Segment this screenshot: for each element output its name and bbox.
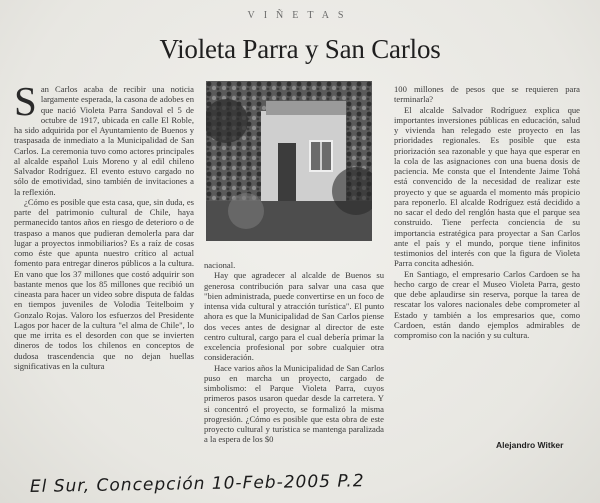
house-photo-image xyxy=(206,81,372,241)
drop-cap: S xyxy=(14,78,37,124)
handwritten-source-note xyxy=(30,468,570,502)
paragraph-lead xyxy=(14,78,194,197)
paragraph: Hace varios años la Municipalidad de San Carlos puso en marcha un proyecto, cargado de simbolismo: el Parque Violeta Parra, cuyos primeros pasos usaron quedar desde la carretera. Y si concentró el proyecto, se formalizó la misma progresión. ¿Cómo es posible que esta obra de este proyecto cultural y turística se mantenga paralizada a la espera de los $0 xyxy=(204,362,384,445)
paragraph: nacional. xyxy=(204,260,236,270)
paragraph: Hay que agradecer al alcalde de Buenos su generosa contribución para salvar una casa que "bien administrada, puede convertirse en un foco de intensa vida cultural y atracción turística". El punto ahora es que la Municipalidad de San Carlos piense dos veces antes de designar al director de este centro cultural, cargo para el cual debería primar la excelencia profesional por sobre cualquier otra consideración. xyxy=(204,270,384,363)
paragraph: ¿Cómo es posible que esta casa, que, sin duda, es parte del patrimonio cultural de Chile, haya permanecido tantos años en riesgo de deterioro o de traspaso a manos que pudieran demolerla para dar lugar a proyectos inmobiliarios? Es a raíz de cosas como éste que apunta nuestro crítico al actual fomento para entregar dineros públicos a la cultura. En vano que los 37 millones que costó adquirir son bastante menos que los 85 millones que recibió un cineasta para hacer un video sobre disputa de faldas en tiempos juveniles de Volodia Teitelboim y Gonzalo Rojas. Valoro los esfuerzos del Presidente Lagos por hacer de la cultura "el alma de Chile", lo que me irrita es el desorden con que se invierten dineros de todos los chilenos en conceptos de dudosa trascendencia que no dejan huellas significativas en la cultura xyxy=(14,196,194,371)
column-3 xyxy=(394,84,580,340)
handwritten-note-text: El Sur, Concepción 10-Feb-2005 P.2 xyxy=(30,471,365,497)
paragraph: En Santiago, el empresario Carlos Cardoen se ha hecho cargo de crear el Museo Violeta Parra, gesto que debe aplaudirse sin reserva, porque la tarea de rescatar los valores nacionales debe comprometer al Estado y también a los empresarios que, como Cardoen, están dando ejemplos admirables de compromiso con la nación y su cultura. xyxy=(394,268,580,340)
article-title: Violeta Parra y San Carlos xyxy=(159,34,441,64)
lead-text: an Carlos acaba de recibir una noticia largamente esperada, la casona de adobes en que nació Violeta Parra Sandoval el 5 de octubre de 1917, ubicada en calle El Roble, ha sido adquirida por el Ayuntamiento de Buenos y traspasada de inmediato a la Municipalidad de San Carlos. La ceremonia tuvo como actores principales al alcalde español Luis Moreno y al edil chileno Salvador Rodríguez. El evento estuvo cargado no sólo de emotividad, sino también de invitaciones a la reflexión. xyxy=(14,84,194,197)
column-2 xyxy=(204,260,384,445)
paragraph: El alcalde Salvador Rodríguez explica que importantes inversiones públicas en educación, salud y vivienda han relegado este proyecto en las prioridades regionales. Es posible que esta priorización sea razonable y que haya que esperar en la cola de las asignaciones con una buena dosis de paciencia. Me consta que el Intendente Jaime Tohá está convencido de la necesidad de realizar este proyecto y que se aguarda el momento más propicio para reponerlo. El alcalde Rodríguez está decidido a no sacar el dedo del renglón hasta que el parque sea construido. Tiene perfecta conciencia de su importancia estratégica para proyectar a San Carlos ante el país y el mundo, porque tiene infinitos testimonios del interés con que la figura de Violeta Parra concita adhesión. xyxy=(394,104,580,269)
paragraph: 100 millones de pesos que se requieren para terminarla? xyxy=(394,84,580,105)
column-1 xyxy=(14,78,194,371)
section-kicker: VIÑETAS xyxy=(247,10,353,21)
house-photo xyxy=(206,81,372,241)
author-signature: Alejandro Witker xyxy=(496,440,564,450)
